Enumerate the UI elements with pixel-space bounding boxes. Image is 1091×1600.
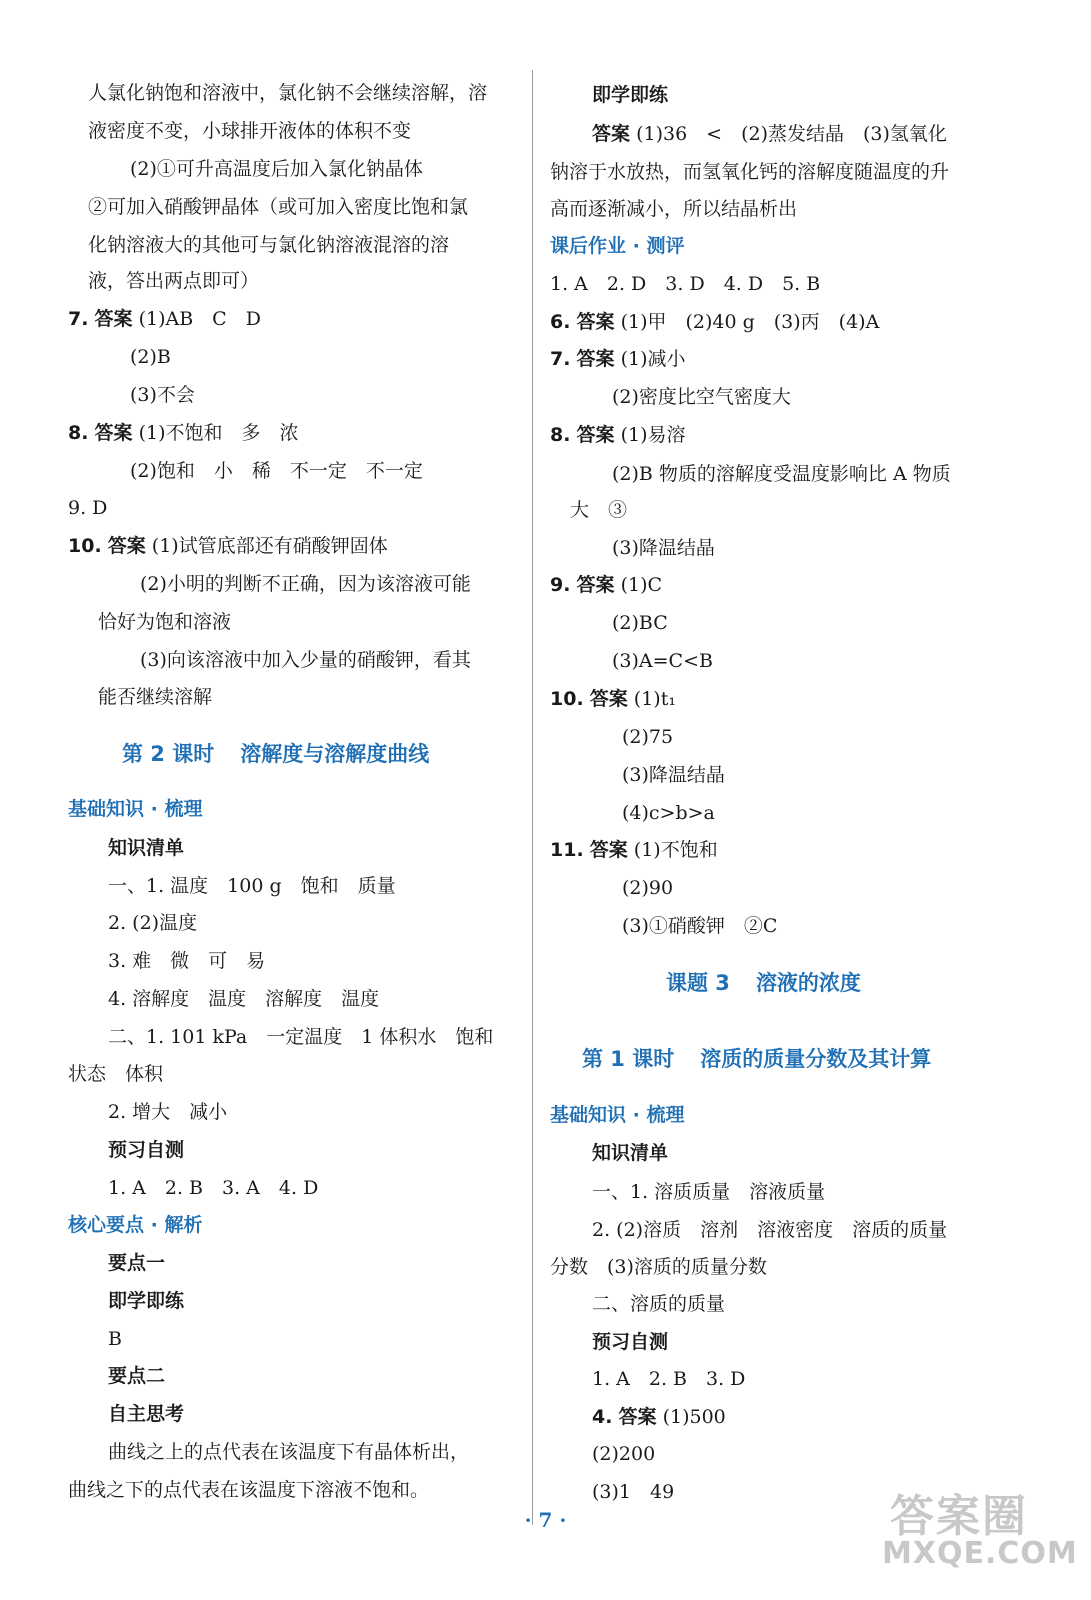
answer-text: (3)不会 — [130, 384, 195, 406]
text-line: 一、1. 溶质质量 溶液质量 — [592, 1181, 826, 1203]
text-line: 液，答出两点即可） — [88, 270, 260, 292]
lesson-number: 第 2 课时 — [122, 742, 215, 766]
question-8 — [68, 420, 298, 446]
text-line: 4. 溶解度 温度 溶解度 温度 — [108, 988, 380, 1010]
answer-tag: 答案 — [94, 422, 133, 444]
section-heading-basic: 基础知识 · 梳理 — [550, 1104, 685, 1126]
text-line — [592, 121, 947, 147]
text-line: 状态 体积 — [68, 1063, 164, 1085]
text-line: ②可加入硝酸钾晶体（或可加入密度比饱和氯 — [88, 196, 469, 218]
topic-title: 溶液的浓度 — [755, 971, 861, 995]
text-line: 2. 增大 减小 — [108, 1101, 228, 1123]
text-line: 分数 (3)溶质的质量分数 — [550, 1256, 767, 1278]
answer-text: (3)降温结晶 — [612, 537, 715, 559]
answer-text: (2)B — [130, 346, 171, 368]
answer-text: 能否继续溶解 — [98, 686, 213, 708]
subheading: 即学即练 — [592, 84, 669, 106]
section-heading-basic: 基础知识 · 梳理 — [68, 798, 203, 820]
answer-tag: 答案 — [107, 535, 146, 557]
answer-tag: 答案 — [618, 1406, 657, 1428]
answer-text: (2)饱和 小 稀 不一定 不一定 — [130, 460, 423, 482]
text-line: (2)①可升高温度后加入氯化钠晶体 — [130, 158, 423, 180]
subheading: 自主思考 — [108, 1403, 185, 1425]
answer-text: (1)不饱和 — [633, 839, 718, 861]
lesson-title: 溶质的质量分数及其计算 — [700, 1047, 932, 1071]
answer-text: 恰好为饱和溶液 — [98, 611, 232, 633]
subheading: 知识清单 — [108, 837, 185, 859]
answer-text: (1)500 — [662, 1406, 726, 1428]
text-line: 2. (2)温度 — [108, 912, 198, 934]
text-line: 人氯化钠饱和溶液中，氯化钠不会继续溶解，溶 — [88, 82, 488, 104]
question-number: 10. — [550, 688, 584, 710]
text-line: 1. A 2. D 3. D 4. D 5. B — [550, 273, 821, 295]
answer-tag: 答案 — [576, 348, 615, 370]
text-line: 液密度不变，小球排开液体的体积不变 — [88, 120, 412, 142]
answer-text: (2)B 物质的溶解度受温度影响比 A 物质 — [612, 463, 951, 485]
answer-text: (2)200 — [592, 1443, 656, 1465]
question-number: 7. — [550, 348, 571, 370]
text-line: 3. 难 微 可 易 — [108, 950, 266, 972]
text-line: 1. A 2. B 3. A 4. D — [108, 1177, 319, 1199]
question-number: 8. — [68, 422, 89, 444]
subheading: 知识清单 — [592, 1142, 669, 1164]
answer-text: (2)密度比空气密度大 — [612, 386, 791, 408]
section-heading-core: 核心要点 · 解析 — [68, 1214, 203, 1236]
lesson-number: 第 1 课时 — [582, 1047, 675, 1071]
lesson-title: 溶解度与溶解度曲线 — [240, 742, 430, 766]
answer-text: (2)小明的判断不正确，因为该溶液可能 — [140, 573, 471, 595]
subheading: 要点一 — [108, 1252, 166, 1274]
subheading: 预习自测 — [108, 1139, 185, 1161]
question-number: 10. — [68, 535, 102, 557]
question-number: 4. — [592, 1406, 613, 1428]
text-line: 高而逐渐减小，所以结晶析出 — [550, 198, 798, 220]
answer-text: (3)A=C<B — [612, 650, 713, 672]
section-heading-homework: 课后作业 · 测评 — [550, 235, 685, 257]
question-number: 8. — [550, 424, 571, 446]
text-line: B — [108, 1328, 122, 1350]
answer-text: (1)易溶 — [620, 424, 686, 446]
answer-text: (2)BC — [612, 612, 668, 634]
answer-text: (1)C — [620, 574, 663, 596]
lesson-heading — [122, 741, 429, 767]
answer-text: (3)1 49 — [592, 1481, 675, 1503]
watermark-logo: 答案圈 — [890, 1491, 1028, 1542]
answer-text: (2)90 — [622, 877, 674, 899]
watermark-url: MXQE.COM — [882, 1536, 1078, 1571]
text-line: 钠溶于水放热，而氢氧化钙的溶解度随温度的升 — [550, 161, 950, 183]
answer-text: 大 ③ — [570, 499, 628, 521]
text-line: 化钠溶液大的其他可与氯化钠溶液混溶的溶 — [88, 234, 450, 256]
text-line: 1. A 2. B 3. D — [592, 1368, 746, 1390]
answer-text: (3)向该溶液中加入少量的硝酸钾，看其 — [140, 649, 471, 671]
question-9 — [550, 572, 662, 598]
column-divider — [532, 70, 533, 1525]
question-number: 11. — [550, 839, 584, 861]
answer-text: (1)试管底部还有硝酸钾固体 — [151, 535, 388, 557]
text-line: 曲线之下的点代表在该温度下溶液不饱和。 — [68, 1479, 430, 1501]
answer-tag: 答案 — [589, 688, 628, 710]
text-line: 二、溶质的质量 — [592, 1293, 726, 1315]
lesson-heading — [582, 1046, 931, 1072]
answer-tag: 答案 — [576, 424, 615, 446]
topic-number: 课题 3 — [666, 971, 730, 995]
question-7 — [550, 346, 685, 372]
question-7 — [68, 306, 261, 332]
answer-text: (3)①硝酸钾 ②C — [622, 915, 778, 937]
question-8 — [550, 422, 685, 448]
text-line: 曲线之上的点代表在该温度下有晶体析出， — [108, 1441, 470, 1463]
topic-heading — [666, 970, 861, 996]
text-line: 二、1. 101 kPa 一定温度 1 体积水 饱和 — [108, 1026, 494, 1048]
answer-text: (3)降温结晶 — [622, 764, 725, 786]
answer-text: (2)75 — [622, 726, 674, 748]
answer-text: (1)甲 (2)40 g (3)丙 (4)A — [620, 311, 880, 333]
answer-text: (4)c>b>a — [622, 802, 715, 824]
question-10 — [550, 686, 676, 712]
text-line: 2. (2)溶质 溶剂 溶液密度 溶质的质量 — [592, 1219, 948, 1241]
question-number: 7. — [68, 308, 89, 330]
question-9: 9. D — [68, 497, 108, 519]
answer-tag: 答案 — [592, 123, 631, 145]
question-11 — [550, 837, 718, 863]
answer-text: (1)减小 — [620, 348, 686, 370]
answer-text: (1)不饱和 多 浓 — [138, 422, 299, 444]
question-6 — [550, 309, 879, 335]
answer-text: (1)36 < (2)蒸发结晶 (3)氢氧化 — [636, 123, 947, 145]
answer-tag: 答案 — [94, 308, 133, 330]
text-line: 一、1. 温度 100 g 饱和 质量 — [108, 875, 396, 897]
page-number: · 7 · — [524, 1508, 567, 1532]
subheading: 要点二 — [108, 1365, 166, 1387]
question-10 — [68, 533, 388, 559]
answer-text: (1)t₁ — [633, 688, 676, 710]
answer-tag: 答案 — [576, 311, 615, 333]
subheading: 即学即练 — [108, 1290, 185, 1312]
question-number: 9. — [550, 574, 571, 596]
answer-tag: 答案 — [576, 574, 615, 596]
question-4 — [592, 1404, 726, 1430]
answer-text: (1)AB C D — [138, 308, 261, 330]
question-number: 6. — [550, 311, 571, 333]
subheading: 预习自测 — [592, 1331, 669, 1353]
answer-tag: 答案 — [589, 839, 628, 861]
